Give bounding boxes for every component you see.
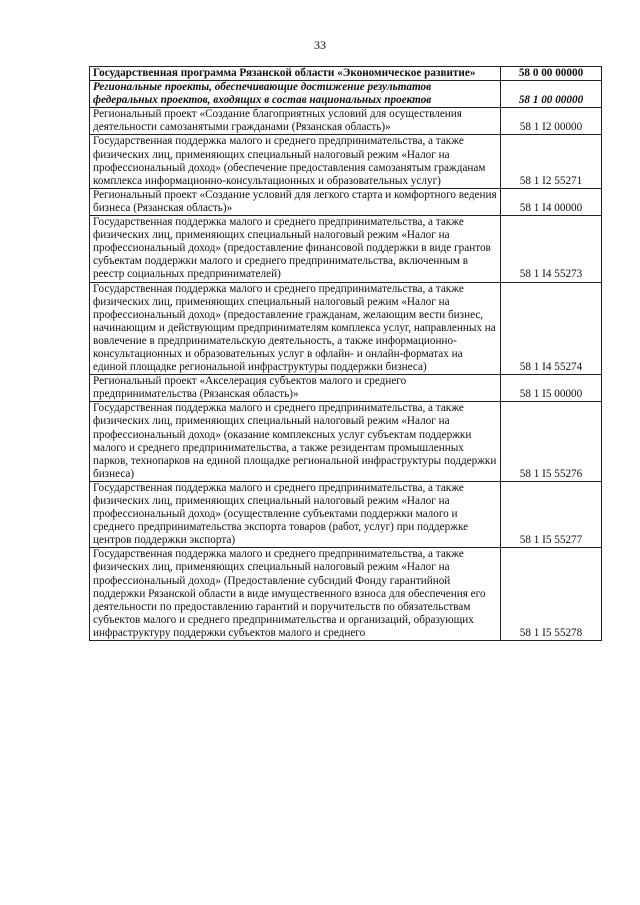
table-row: [90, 481, 602, 547]
row-name: Региональные проекты, обеспечивающие достижение результатов федеральных проектов, входящих в состав национальных проектов: [90, 81, 501, 108]
row-code: 58 0 00 00000: [501, 67, 602, 81]
table-row: [90, 548, 602, 641]
row-code: 58 1 I4 55273: [501, 216, 602, 282]
table-row: [90, 188, 602, 215]
row-name: Региональный проект «Создание условий для легкого старта и комфортного ведения бизнеса (Рязанская область)»: [90, 188, 501, 215]
row-code: 58 1 I2 55271: [501, 135, 602, 188]
table-row: [90, 282, 602, 375]
row-code: 58 1 I5 00000: [501, 375, 602, 402]
row-name: Государственная поддержка малого и среднего предпринимательства, а также физических лиц, применяющих специальный налоговый режим «Налог на профессиональный доход» (предоставление финансовой поддержки в виде грантов субъектам поддержки малого и среднего предпринимательства, включенным в реестр социальных предпринимателей): [90, 216, 501, 282]
row-name: Государственная поддержка малого и среднего предпринимательства, а также физических лиц, применяющих специальный налоговый режим «Налог на профессиональный доход» (оказание комплексных услуг субъектам поддержки малого и среднего предпринимательства, а также резидентам промышленных парков, технопарков на единой площадке региональной инфраструктуры поддержки бизнеса): [90, 402, 501, 482]
row-code: 58 1 00 00000: [501, 81, 602, 108]
table-row: [90, 402, 602, 482]
table-row-group: [90, 81, 602, 108]
page-number: 33: [314, 38, 326, 52]
table-row: [90, 135, 602, 188]
row-code: 58 1 I4 55274: [501, 282, 602, 375]
row-name: Региональный проект «Создание благоприятных условий для осуществления деятельности самозанятыми гражданами (Рязанская область)»: [90, 108, 501, 135]
row-name: Государственная поддержка малого и среднего предпринимательства, а также физических лиц, применяющих специальный налоговый режим «Налог на профессиональный доход» (обеспечение предоставления самозанятым гражданам комплекса информационно-консультационных и образовательных услуг): [90, 135, 501, 188]
row-code: 58 1 I5 55278: [501, 548, 602, 641]
row-name: Государственная программа Рязанской области «Экономическое развитие»: [90, 67, 501, 81]
table-row: [90, 375, 602, 402]
table-row-program: [90, 67, 602, 81]
table-row: [90, 216, 602, 282]
row-code: 58 1 I2 00000: [501, 108, 602, 135]
row-code: 58 1 I5 55276: [501, 402, 602, 482]
row-code: 58 1 I4 00000: [501, 188, 602, 215]
row-name: Государственная поддержка малого и среднего предпринимательства, а также физических лиц, применяющих специальный налоговый режим «Налог на профессиональный доход» (Предоставление субсидий Фонду гарантийной поддержки Рязанской области в виде имущественного взноса для обеспечения его деятельности по предоставлению гарантий и поручительств по обязательствам субъектов малого и среднего предпринимательства и организаций, образующих инфраструктуру поддержки субъектов малого и среднего: [90, 548, 501, 641]
table-row: [90, 108, 602, 135]
row-name: Региональный проект «Акселерация субъектов малого и среднего предпринимательства (Рязанская область)»: [90, 375, 501, 402]
row-name: Государственная поддержка малого и среднего предпринимательства, а также физических лиц, применяющих специальный налоговый режим «Налог на профессиональный доход» (осуществление субъектами поддержки малого и среднего предпринимательства экспорта товаров (работ, услуг) при поддержке центров поддержки экспорта): [90, 481, 501, 547]
row-name: Государственная поддержка малого и среднего предпринимательства, а также физических лиц, применяющих специальный налоговый режим «Налог на профессиональный доход» (предоставление гражданам, желающим вести бизнес, начинающим и действующим предпринимателям комплекса услуг, направленных на вовлечение в предпринимательскую деятельность, а также информационно-консультационных и образовательных услуг в офлайн- и онлайн-форматах на единой площадке региональной инфраструктуры поддержки бизнеса): [90, 282, 501, 375]
row-code: 58 1 I5 55277: [501, 481, 602, 547]
budget-classification-table: [89, 66, 602, 641]
